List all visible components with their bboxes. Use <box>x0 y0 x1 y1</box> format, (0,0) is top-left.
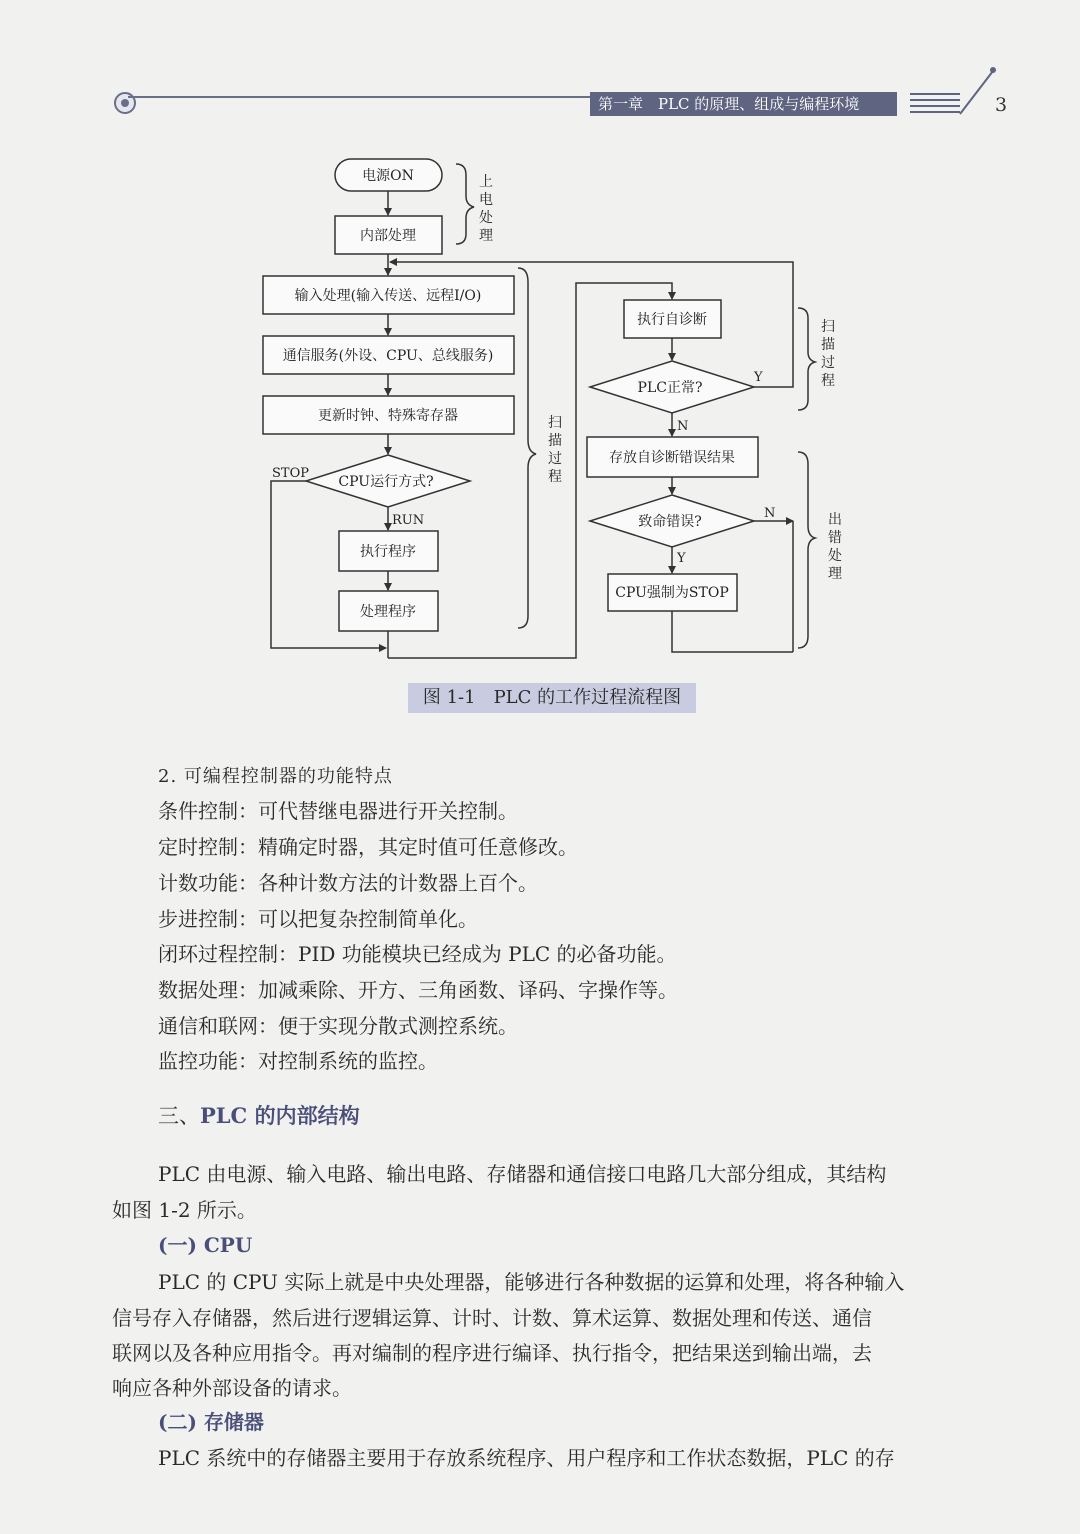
scan-brace-left <box>518 268 536 628</box>
error-label-2: 错 <box>828 530 842 546</box>
plc-ok-label: PLC正常? <box>637 380 703 396</box>
feature-item: 数据处理：加减乘除、开方、三角函数、译码、字操作等。 <box>158 978 678 1002</box>
power-label-3: 处 <box>479 210 493 226</box>
yes2-label: Y <box>677 551 686 566</box>
no-label: N <box>677 419 689 434</box>
scan-left-2: 描 <box>548 433 562 449</box>
scan-right-1: 扫 <box>821 319 835 335</box>
cpu-heading: (一) CPU <box>158 1233 253 1257</box>
memory-heading: (二) 存储器 <box>158 1410 264 1434</box>
feature-item: 计数功能：各种计数方法的计数器上百个。 <box>158 871 538 895</box>
feature-item: 定时控制：精确定时器，其定时值可任意修改。 <box>158 835 578 859</box>
store-diag-label: 存放自诊断错误结果 <box>609 450 735 466</box>
error-label-4: 理 <box>828 566 842 582</box>
input-label: 输入处理(输入传送、远程I/O) <box>294 288 482 304</box>
intro-line-1: PLC 由电源、输入电路、输出电路、存储器和通信接口电路几大部分组成，其结构 <box>158 1162 887 1186</box>
cpu-line-2: 信号存入存储器，然后进行逻辑运算、计时、计数、算术运算、数据处理和传送、通信 <box>112 1306 872 1330</box>
scan-right-2: 描 <box>821 337 835 353</box>
cpu-line-3: 联网以及各种应用指令。再对编制的程序进行编译、执行指令，把结果送到输出端，去 <box>112 1341 872 1365</box>
plc-flowchart <box>0 0 1080 720</box>
process-program-label: 处理程序 <box>360 604 416 620</box>
no2-label: N <box>764 506 776 521</box>
feature-item: 步进控制：可以把复杂控制简单化。 <box>158 907 478 931</box>
scan-right-3: 过 <box>821 355 835 371</box>
cpu-stop-label: CPU强制为STOP <box>615 585 729 601</box>
power-label-1: 上 <box>479 174 493 190</box>
feature-item: 通信和联网：便于实现分散式测控系统。 <box>158 1014 518 1038</box>
scan-brace-right <box>798 308 815 410</box>
clock-label: 更新时钟、特殊寄存器 <box>318 408 458 424</box>
memory-line-1: PLC 系统中的存储器主要用于存放系统程序、用户程序和工作状态数据，PLC 的存 <box>158 1446 895 1470</box>
cpu-line-1: PLC 的 CPU 实际上就是中央处理器，能够进行各种数据的运算和处理，将各种输入 <box>158 1270 905 1294</box>
error-label-3: 处 <box>828 548 842 564</box>
fatal-label: 致命错误? <box>638 514 702 530</box>
power-label-2: 电 <box>479 192 493 208</box>
power-label-4: 理 <box>479 228 493 244</box>
self-diag-label: 执行自诊断 <box>637 312 707 328</box>
feature-item: 闭环过程控制：PID 功能模块已经成为 PLC 的必备功能。 <box>158 942 677 966</box>
comm-label: 通信服务(外设、CPU、总线服务) <box>282 348 494 364</box>
cpu-mode-label: CPU运行方式? <box>338 474 434 490</box>
section-title: PLC 的内部结构 <box>200 1103 360 1128</box>
power-on-label: 电源ON <box>362 168 414 184</box>
yes-label: Y <box>754 370 763 385</box>
power-brace <box>456 164 474 244</box>
section-heading <box>158 1100 360 1130</box>
error-brace <box>798 452 815 648</box>
intro-line-2: 如图 1-2 所示。 <box>112 1198 257 1222</box>
section-number: 三、 <box>158 1104 200 1128</box>
scan-right-4: 程 <box>821 373 835 389</box>
stop-label: STOP <box>272 466 309 481</box>
page-number: 3 <box>995 94 1008 116</box>
scan-left-1: 扫 <box>548 415 562 431</box>
feature-item: 条件控制：可代替继电器进行开关控制。 <box>158 799 518 823</box>
figure-caption: 图 1-1 PLC 的工作过程流程图 <box>408 683 696 713</box>
exec-program-label: 执行程序 <box>360 544 416 560</box>
internal-label: 内部处理 <box>360 228 416 244</box>
scan-left-3: 过 <box>548 451 562 467</box>
run-label: RUN <box>392 513 425 528</box>
error-label-1: 出 <box>828 512 842 528</box>
feature-item: 监控功能：对控制系统的监控。 <box>158 1049 438 1073</box>
feature-heading: 2. 可编程控制器的功能特点 <box>158 766 393 787</box>
cpu-line-4: 响应各种外部设备的请求。 <box>112 1376 352 1400</box>
chapter-title: 第一章 PLC 的原理、组成与编程环境 <box>590 92 897 116</box>
scan-left-4: 程 <box>548 469 562 485</box>
